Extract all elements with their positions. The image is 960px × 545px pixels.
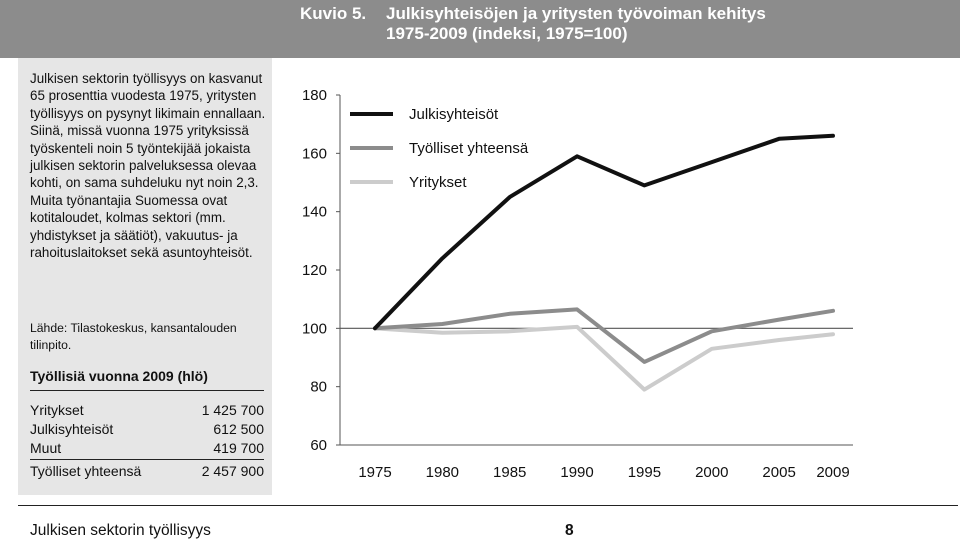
data-point: [442, 323, 444, 325]
figure-label: Kuvio 5.: [300, 4, 367, 23]
data-point: [778, 138, 780, 140]
table-row-value: 612 500: [213, 421, 264, 437]
figure-title-line2: 1975-2009 (indeksi, 1975=100): [386, 24, 628, 43]
data-point: [644, 361, 646, 363]
data-point: [576, 155, 578, 157]
y-tick-label: 120: [301, 262, 327, 279]
legend-label: Työlliset yhteensä: [409, 140, 529, 157]
x-tick-label: 2009: [816, 464, 850, 481]
table-total-value: 2 457 900: [201, 463, 264, 479]
table-row-value: 419 700: [213, 440, 264, 456]
source-note: Lähde: Tilastokeskus, kansantalouden tilinpito.: [30, 321, 237, 352]
series-line-yritykset: [375, 327, 833, 390]
x-tick-label: 1985: [493, 464, 527, 481]
data-point: [778, 319, 780, 321]
employment-table-title: Työllisiä vuonna 2009 (hlö): [30, 368, 208, 384]
data-point: [778, 339, 780, 341]
data-point: [509, 330, 511, 332]
page-number: 8: [565, 522, 574, 539]
data-point: [442, 332, 444, 334]
table-row-name: Yritykset: [30, 402, 84, 418]
table-total-name: Työlliset yhteensä: [30, 463, 142, 479]
data-point: [832, 135, 834, 137]
x-tick-label: 1980: [425, 464, 460, 481]
y-tick-label: 140: [301, 203, 327, 221]
x-tick-label: 1995: [627, 464, 662, 481]
y-tick-label: 160: [301, 145, 327, 163]
data-point: [509, 196, 511, 198]
data-point: [509, 313, 511, 315]
x-tick-label: 2000: [695, 464, 729, 481]
data-point: [832, 333, 834, 335]
figure-title-line1: Julkisyhteisöjen ja yritysten työvoiman kehitys: [386, 4, 766, 23]
data-point: [711, 330, 713, 332]
description-text: Julkisen sektorin työllisyys on kasvanut 65 prosenttia vuodesta 1975, yritysten työllisyys on pysynyt likimain ennallaan. Siinä, missä vuonna 1975 yrityksissä työskenteli noin 5 työntekijää jokaista julkisen sektorin palveluksessa olevaa kohti, on sama suhdeluku nyt noin 2,3. Muita työnantajia Suomessa ovat kotitaloudet, kolmas sektori (mm. yhdistykset ja säätiöt), vakuutus- ja rahoituslaitokset sekä asuntoyhteisöt.: [30, 71, 266, 261]
data-point: [576, 309, 578, 311]
footer-title: Julkisen sektorin työllisyys: [30, 522, 211, 539]
x-tick-label: 1975: [358, 464, 392, 481]
table-row-name: Muut: [30, 440, 62, 456]
y-tick-label: 100: [301, 320, 327, 338]
data-point: [644, 389, 646, 391]
data-point: [644, 185, 646, 187]
footer-rule: [18, 505, 958, 506]
legend-label: Yritykset: [409, 174, 467, 191]
y-tick-label: 60: [310, 437, 327, 454]
x-tick-label: 1990: [560, 464, 594, 481]
series-line-julkisyhteisöt: [375, 136, 833, 328]
data-point: [711, 161, 713, 163]
x-tick-label: 2005: [762, 464, 796, 481]
data-point: [711, 348, 713, 350]
legend-label: Julkisyhteisöt: [409, 106, 499, 123]
y-tick-label: 180: [301, 87, 327, 104]
data-point: [576, 326, 578, 328]
data-point: [832, 310, 834, 312]
table-row-value: 1 425 700: [201, 402, 264, 418]
table-row-name: Julkisyhteisöt: [30, 421, 114, 437]
data-point: [442, 258, 444, 260]
data-point: [374, 328, 376, 330]
y-tick-label: 80: [310, 378, 327, 396]
